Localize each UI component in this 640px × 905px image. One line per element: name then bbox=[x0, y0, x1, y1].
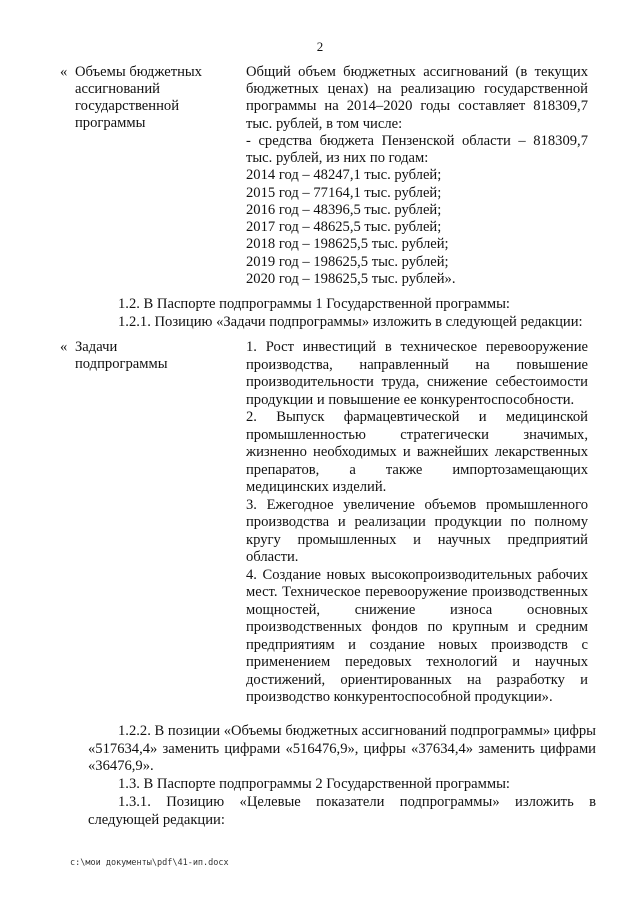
budget-year-item: 2020 год – 198625,5 тыс. рублей». bbox=[246, 271, 456, 287]
budget-year-item: 2017 год – 48625,5 тыс. рублей; bbox=[246, 219, 442, 236]
paragraph-1-3-1: 1.3.1. Позицию «Целевые показатели подпрограммы» изложить в следующей редакции: bbox=[88, 794, 596, 828]
budget-label: Объемы бюджетных ассигнований государственной программы bbox=[75, 64, 202, 131]
paragraph-1-3: 1.3. В Паспорте подпрограммы 2 Государственной программы: bbox=[118, 776, 510, 792]
open-quote-2: « bbox=[60, 339, 68, 355]
budget-year-item: 2019 год – 198625,5 тыс. рублей; bbox=[246, 253, 449, 270]
open-quote-1: « bbox=[60, 64, 68, 80]
tasks-label: Задачи подпрограммы bbox=[75, 339, 168, 372]
task-item: 2. Выпуск фармацевтической и медицинской промышленностью стратегически значимых, жизненно необходимых и важнейших лекарственных препаратов, а также импортозамещающих медицинских изделий. bbox=[246, 409, 588, 495]
budget-year-item: 2014 год – 48247,1 тыс. рублей; bbox=[246, 167, 442, 184]
budget-details bbox=[246, 64, 588, 288]
budget-total-text: Общий объем бюджетных ассигнований (в текущих бюджетных ценах) на реализацию государственной программы на 2014–2020 годы составляет 818309,7 тыс. рублей, в том числе: bbox=[246, 64, 588, 132]
tasks-details bbox=[246, 339, 588, 707]
paragraph-1-2-1: 1.2.1. Позицию «Задачи подпрограммы» изложить в следующей редакции: bbox=[118, 314, 583, 330]
paragraph-1-2: 1.2. В Паспорте подпрограммы 1 Государственной программы: bbox=[118, 296, 510, 312]
paragraph-1-2-2: 1.2.2. В позиции «Объемы бюджетных ассигнований подпрограммы» цифры «517634,4» заменить цифрами «516476,9», цифры «37634,4» заменить цифрами «36476,9». bbox=[88, 723, 596, 774]
task-item: 3. Ежегодное увеличение объемов промышленного производства и реализации продукции по полному кругу промышленных и научных предприятий области. bbox=[246, 496, 588, 565]
task-item: 4. Создание новых высокопроизводительных рабочих мест. Техническое перевооружение производственных мощностей, снижение износа основных производственных фондов по крупным и средним предприятиям и создание новых производств с применением передовых технологий и научных достижений, ориентированных на разработку и производство конкурентоспособной продукции». bbox=[246, 566, 588, 705]
task-item: 1. Рост инвестиций в техническое перевооружение производства, направленный на повышение производительности труда, снижение себестоимости продукции и повышение ее конкурентоспособности. bbox=[246, 339, 588, 408]
budget-years-list bbox=[246, 167, 588, 288]
budget-regional-text: - средства бюджета Пензенской области – 818309,7 тыс. рублей, из них по годам: bbox=[246, 132, 588, 167]
budget-year-item: 2016 год – 48396,5 тыс. рублей; bbox=[246, 201, 442, 218]
budget-year-item: 2015 год – 77164,1 тыс. рублей; bbox=[246, 184, 442, 201]
footer-file-path: c:\мои документы\pdf\41-ип.docx bbox=[70, 858, 229, 868]
page-number: 2 bbox=[316, 39, 324, 54]
budget-year-item: 2018 год – 198625,5 тыс. рублей; bbox=[246, 236, 449, 253]
